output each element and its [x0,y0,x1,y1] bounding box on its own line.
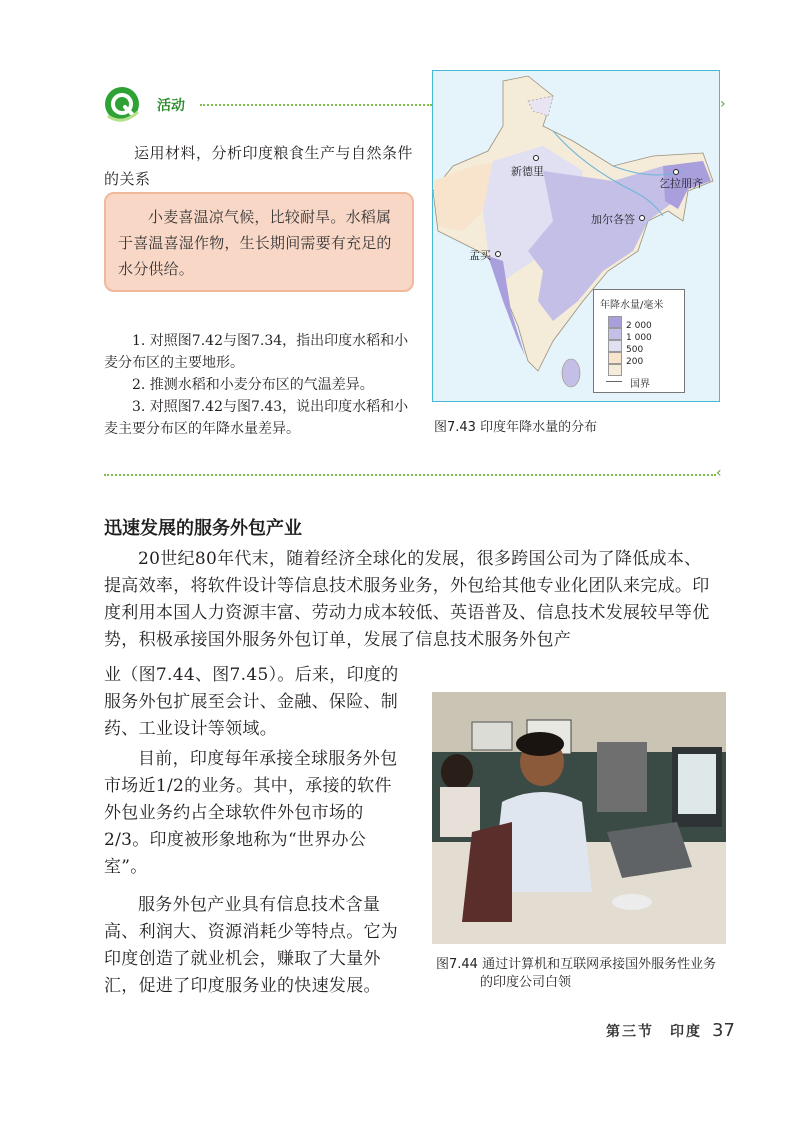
city-label-newdelhi: 新德里 [511,165,544,178]
question-3: 3. 对照图7.42与图7.43，说出印度水稻和小麦主要分布区的年降水量差异。 [104,399,409,437]
page-number: 37 [712,1020,735,1041]
section-divider [104,474,716,476]
legend-tick-200: 200 [626,357,644,367]
photo-caption-line-1: 图7.44 通过计算机和互联网承接国外服务性业务 [436,957,717,972]
question-1: 1. 对照图7.42与图7.34，指出印度水稻和小麦分布区的主要地形。 [104,333,409,371]
activity-intro: 运用材料，分析印度粮食生产与自然条件的关系 [104,144,414,188]
question-2: 2. 推测水稻和小麦分布区的气温差异。 [132,377,374,393]
page-footer [606,1020,735,1041]
paragraph-1: 20世纪80年代末，随着经济全球化的发展，很多跨国公司为了降低成本、提高效率，将软件设计等信息技术服务业务，外包给其他专业化团队来完成。印度利用本国人力资源丰富、劳动力成本较低、英语普及、信息技术发展较早等优势，积极承接国外服务外包订单，发展了信息技术服务外包产 [104,549,710,650]
legend-swatch-200 [608,352,622,364]
activity-arrow-right-icon: › [720,96,726,112]
section-title: 迅速发展的服务外包产业 [104,518,302,539]
rainfall-map [432,70,720,402]
legend-tick-500: 500 [626,345,644,355]
photo-caption-line-2: 的印度公司白领 [480,975,572,990]
legend-border-line [606,381,622,382]
footer-section: 第三节 印度 [606,1024,702,1040]
city-dot-mumbai [495,251,501,257]
legend-swatch-under200 [608,364,622,376]
map-legend [593,289,685,393]
paragraph-1-continued: 业（图7.44、图7.45）。后来，印度的服务外包扩展至会计、金融、保险、制药、工业设计等领域。 [104,665,399,739]
legend-tick-1000: 1 000 [626,333,652,343]
activity-divider [200,104,432,106]
legend-tick-2000: 2 000 [626,321,652,331]
activity-questions [104,330,422,440]
office-photo [432,692,726,944]
map-caption: 图7.43 印度年降水量的分布 [434,420,598,435]
photo-caption [436,956,728,992]
office-photo-graphic [432,692,726,944]
activity-title: 活动 [157,98,185,114]
city-label-mumbai: 孟买 [469,249,491,262]
legend-title: 年降水量/毫米 [600,300,664,311]
paragraph-2: 目前，印度每年承接全球服务外包市场近1/2的业务。其中，承接的软件外包业务约占全球软件外包市场的2/3。印度被形象地称为“世界办公室”。 [104,749,398,877]
legend-swatch-1000 [608,328,622,340]
activity-icon [104,86,140,122]
legend-border-label: 国界 [630,379,650,390]
city-dot-newdelhi [533,155,539,161]
divider-arrow-left-icon: ‹ [716,465,722,481]
paragraph-3: 服务外包产业具有信息技术含量高、利润大、资源消耗少等特点。它为印度创造了就业机会，赚取了大量外汇，促进了印度服务业的快速发展。 [104,895,399,996]
city-dot-kolkata [639,215,645,221]
city-label-kolkata: 加尔各答 [591,213,635,226]
activity-tip-box: 小麦喜温凉气候，比较耐旱。水稻属于喜温喜湿作物，生长期间需要有充足的水分供给。 [104,192,414,292]
legend-swatch-2000 [608,316,622,328]
city-label-cherrapunji: 乞拉朋齐 [659,177,703,190]
legend-swatch-500 [608,340,622,352]
